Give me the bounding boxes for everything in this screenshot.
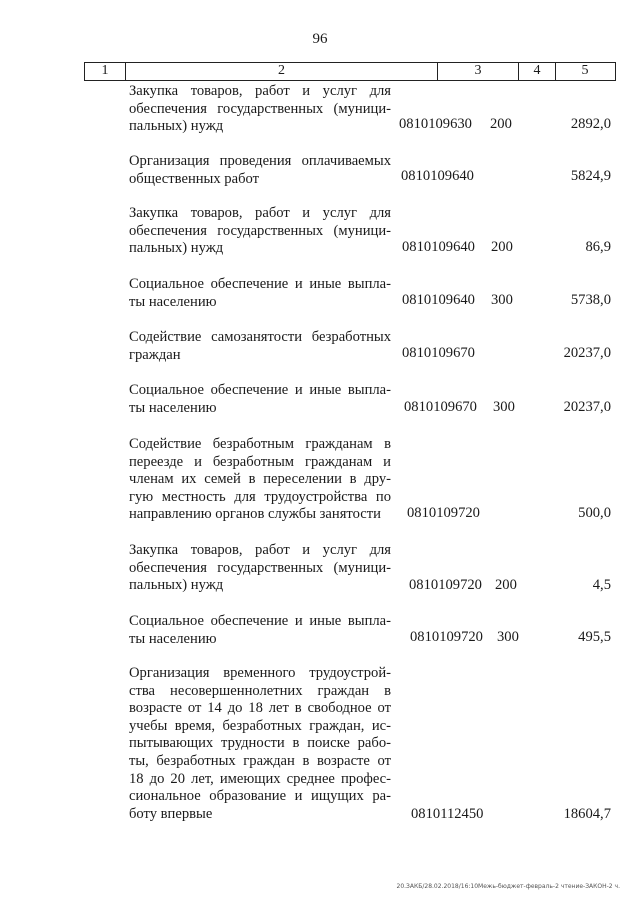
- row-code: 0810109630: [399, 116, 472, 132]
- page-number: 96: [312, 31, 328, 47]
- description-line: Организация проведения оплачиваемых: [129, 153, 391, 169]
- row-code: 0810109670: [404, 399, 477, 415]
- row-code: 0810109720: [407, 505, 480, 521]
- description-line: пальных) нужд: [129, 240, 224, 257]
- description-line: учебы время, безработных граждан, ис-: [129, 717, 391, 734]
- header-col-5: 5: [581, 63, 589, 78]
- row-description: [129, 665, 391, 823]
- row-description: [129, 382, 391, 417]
- description-line: обеспечения государственных (муници-: [129, 559, 391, 576]
- description-line: ства несовершеннолетних граждан в: [129, 682, 391, 699]
- description-line: общественных работ: [129, 170, 259, 187]
- row-description: [129, 329, 391, 364]
- row-description: [129, 276, 391, 311]
- header-col-3: 3: [474, 63, 482, 78]
- description-line: направлению органов службы занятости: [129, 506, 381, 523]
- row-type: 300: [493, 399, 515, 415]
- row-amount: 5824,9: [570, 168, 611, 184]
- description-line: Социальное обеспечение и иные выпла-: [129, 276, 391, 292]
- row-description: [129, 542, 391, 595]
- row-amount: 86,9: [585, 239, 611, 255]
- row-description: [129, 613, 391, 648]
- row-type: 200: [490, 116, 512, 132]
- row-description: [129, 153, 391, 188]
- row-description: [129, 436, 391, 524]
- row-amount: 4,5: [592, 577, 611, 593]
- table-header-row: [84, 62, 616, 81]
- row-amount: 495,5: [578, 629, 611, 645]
- row-code: 0810109640: [402, 292, 475, 308]
- row-code: 0810109640: [401, 168, 474, 184]
- description-line: ты населению: [129, 293, 217, 310]
- description-line: Социальное обеспечение и иные выпла-: [129, 613, 391, 629]
- row-description: [129, 83, 391, 136]
- row-code: 0810109640: [402, 239, 475, 255]
- row-code: 0810109670: [402, 345, 475, 361]
- header-col-1: 1: [101, 63, 109, 78]
- row-description: [129, 205, 391, 258]
- description-line: пытывающих трудности в поиске рабо-: [129, 735, 391, 752]
- row-amount: 18604,7: [563, 806, 611, 822]
- description-line: переезде и безработным гражданам и: [129, 453, 391, 470]
- description-line: ты населению: [129, 630, 217, 647]
- description-line: сиональное образование и ищущих ра-: [129, 788, 391, 805]
- description-line: обеспечения государственных (муници-: [129, 222, 391, 239]
- row-amount: 20237,0: [563, 345, 611, 361]
- description-line: возрасте от 14 до 18 лет в свободное от: [129, 700, 391, 717]
- description-line: Закупка товаров, работ и услуг для: [129, 542, 391, 558]
- description-line: пальных) нужд: [129, 118, 224, 135]
- row-type: 300: [491, 292, 513, 308]
- description-line: Организация временного трудоустрой-: [129, 665, 391, 681]
- description-line: членам их семей в переселении в дру-: [129, 471, 391, 488]
- row-type: 300: [497, 629, 519, 645]
- description-line: 18 до 20 лет, имеющих среднее профес-: [129, 770, 391, 787]
- description-line: Социальное обеспечение и иные выпла-: [129, 382, 391, 398]
- description-line: боту впервые: [129, 805, 213, 822]
- row-type: 200: [495, 577, 517, 593]
- description-line: обеспечения государственных (муници-: [129, 100, 391, 117]
- description-line: Содействие самозанятости безработных: [129, 329, 391, 345]
- description-line: гую местность для трудоустройства по: [129, 488, 391, 505]
- description-line: ты, безработных граждан в возрасте от: [129, 752, 391, 769]
- description-line: Содействие безработным гражданам в: [129, 436, 391, 452]
- description-line: граждан: [129, 346, 181, 363]
- row-amount: 2892,0: [570, 116, 611, 132]
- description-line: ты населению: [129, 399, 217, 416]
- row-amount: 500,0: [578, 505, 611, 521]
- row-code: 0810109720: [410, 629, 483, 645]
- row-code: 0810112450: [411, 806, 484, 822]
- description-line: Закупка товаров, работ и услуг для: [129, 83, 391, 99]
- header-col-2: 2: [278, 63, 285, 78]
- row-type: 200: [491, 239, 513, 255]
- row-amount: 20237,0: [563, 399, 611, 415]
- row-code: 0810109720: [409, 577, 482, 593]
- description-line: пальных) нужд: [129, 577, 224, 594]
- header-col-4: 4: [533, 63, 541, 78]
- row-amount: 5738,0: [570, 292, 611, 308]
- description-line: Закупка товаров, работ и услуг для: [129, 205, 391, 221]
- footer-note: 20.ЗАКБ/28.02.2018/16:10Межь-бюджет-февраль-2 чтение-ЗАКОН-2 ч.: [396, 883, 620, 890]
